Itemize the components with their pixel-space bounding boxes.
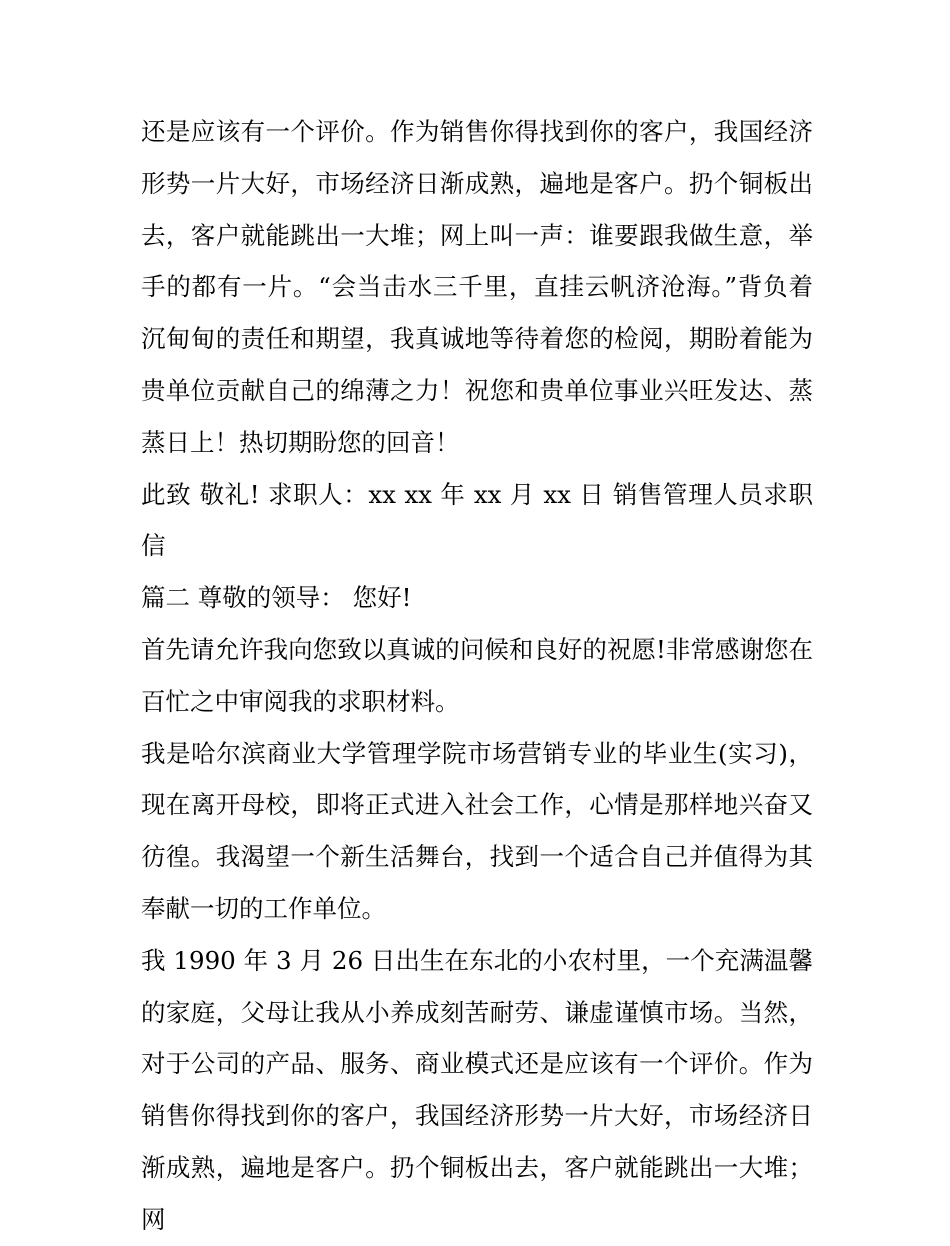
- letter-body: [141, 106, 813, 1246]
- paragraph-closing-pitch: 还是应该有一个评价。作为销售你得找到你的客户，我国经济形势一片大好，市场经济日渐成熟，遍地是客户。扔个铜板出去，客户就能跳出一大堆；网上叫一声：谁要跟我做生意，举手的都有一片。“会当击水三千里，直挂云帆济沧海。”背负着沉甸甸的责任和期望，我真诚地等待着您的检阅，期盼着能为贵单位贡献自己的绵薄之力！祝您和贵单位事业兴旺发达、蒸蒸日上！热切期盼您的回音！: [141, 117, 813, 457]
- paragraph-self-introduction: 我是哈尔滨商业大学管理学院市场营销专业的毕业生(实习)，现在离开母校，即将正式进入社会工作，心情是那样地兴奋又彷徨。我渴望一个新生活舞台，找到一个适合自己并值得为其奉献一切的工作单位。: [141, 738, 813, 923]
- paragraph-sign-off: 此致 敬礼! 求职人：xx xx 年 xx 月 xx 日 销售管理人员求职信: [141, 479, 813, 561]
- paragraph-section-two-greeting: 篇二 尊敬的领导： 您好!: [141, 583, 412, 613]
- paragraph-thanks: 首先请允许我向您致以真诚的问候和良好的祝愿!非常感谢您在百忙之中审阅我的求职材料。: [141, 634, 813, 716]
- paragraph-background: 我 1990 年 3 月 26 日出生在东北的小农村里，一个充满温馨的家庭，父母让我从小养成刻苦耐劳、谦虚谨慎市场。当然，对于公司的产品、服务、商业模式还是应该有一个评价。作为销售你得找到你的客户，我国经济形势一片大好，市场经济日渐成熟，遍地是客户。扔个铜板出去，客户就能跳出一大堆；网: [141, 945, 813, 1234]
